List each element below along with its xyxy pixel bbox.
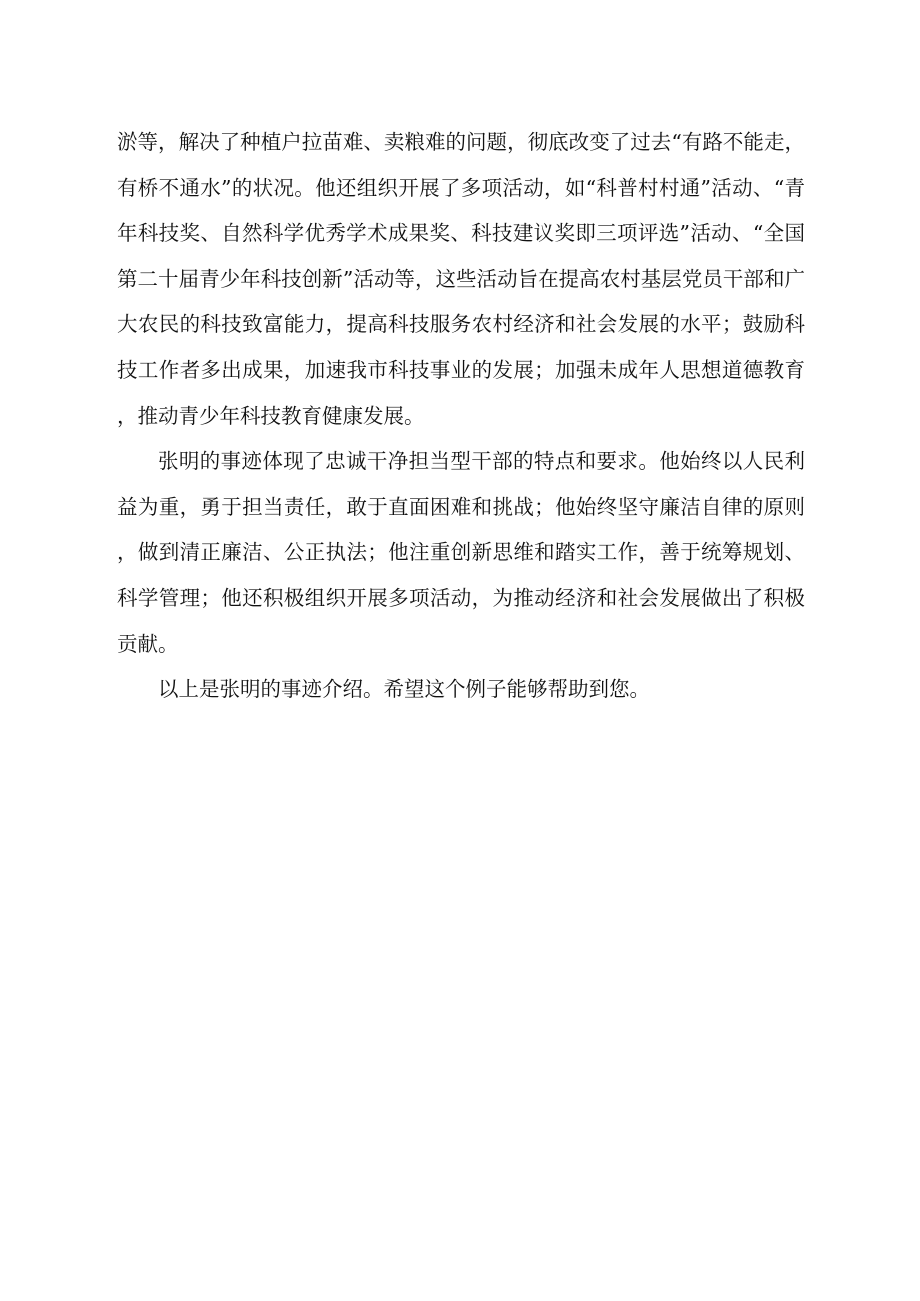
document-body	[117, 120, 805, 713]
paragraph-closing: 以上是张明的事迹介绍。希望这个例子能够帮助到您。	[158, 677, 650, 702]
paragraph-continuation: 淤等，解决了种植户拉苗难、卖粮难的问题，彻底改变了过去“有路不能走，有桥不通水”的状况。他还组织开展了多项活动，如“科普村村通”活动、“青年科技奖、自然科学优秀学术成果奖、科技建议奖即三项评选”活动、“全国第二十届青少年科技创新”活动等，这些活动旨在提高农村基层党员干部和广大农民的科技致富能力，提高科技服务农村经济和社会发展的水平；鼓励科技工作者多出成果，加速我市科技事业的发展；加强未成年人思想道德教育，推动青少年科技教育健康发展。	[117, 130, 805, 428]
paragraph-summary: 张明的事迹体现了忠诚干净担当型干部的特点和要求。他始终以人民利益为重，勇于担当责任，敢于直面困难和挑战；他始终坚守廉洁自律的原则，做到清正廉洁、公正执法；他注重创新思维和踏实工作，善于统筹规划、科学管理；他还积极组织开展多项活动，为推动经济和社会发展做出了积极贡献。	[117, 449, 805, 656]
